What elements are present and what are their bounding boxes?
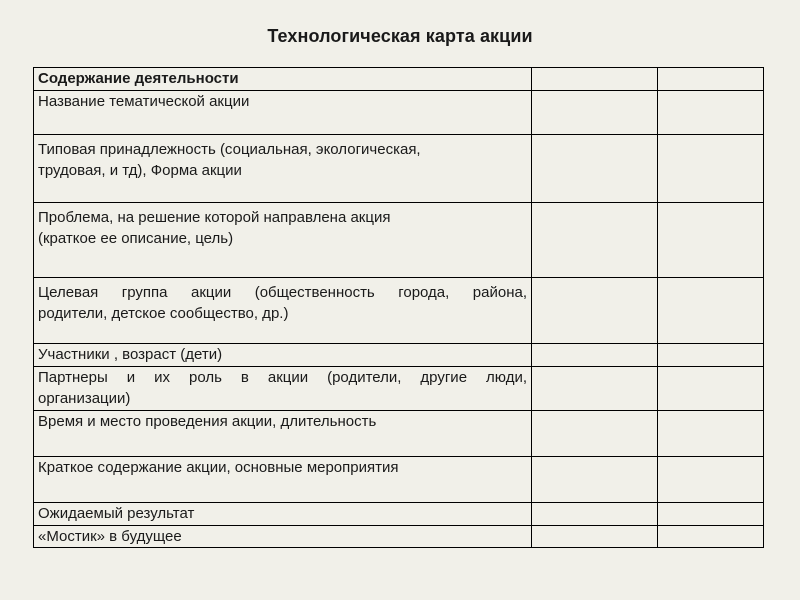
table-row (34, 278, 764, 344)
row-label (34, 526, 532, 548)
row-cell-blank[interactable] (532, 503, 658, 526)
row-label (34, 203, 532, 278)
row-label (34, 344, 532, 367)
row-cell-blank[interactable] (658, 457, 764, 503)
row-cell-blank[interactable] (532, 91, 658, 135)
row-label (34, 91, 532, 135)
row-cell-blank[interactable] (532, 367, 658, 411)
row-label-line: организации) (38, 390, 131, 407)
row-cell-blank[interactable] (658, 344, 764, 367)
table-row (34, 457, 764, 503)
row-cell-blank[interactable] (532, 526, 658, 548)
header-cell-blank[interactable] (532, 68, 658, 91)
table-row (34, 203, 764, 278)
row-label-line: Типовая принадлежность (социальная, экологическая, (38, 141, 421, 158)
row-cell-blank[interactable] (532, 457, 658, 503)
table-row (34, 526, 764, 548)
table-row (34, 91, 764, 135)
row-cell-blank[interactable] (532, 203, 658, 278)
row-cell-blank[interactable] (658, 135, 764, 203)
table-row (34, 411, 764, 457)
row-label-line: Проблема, на решение которой направлена акция (38, 209, 391, 226)
row-label (34, 411, 532, 457)
row-cell-blank[interactable] (658, 203, 764, 278)
row-label-line: трудовая, и тд), Форма акции (38, 162, 242, 179)
row-cell-blank[interactable] (658, 526, 764, 548)
tech-card-table (33, 67, 764, 548)
row-label (34, 135, 532, 203)
table-row (34, 367, 764, 411)
row-cell-blank[interactable] (658, 91, 764, 135)
row-cell-blank[interactable] (658, 367, 764, 411)
row-label (34, 503, 532, 526)
row-label-line: Участники , возраст (дети) (38, 346, 223, 363)
table-row (34, 503, 764, 526)
row-cell-blank[interactable] (532, 278, 658, 344)
row-cell-blank[interactable] (532, 135, 658, 203)
header-cell-blank[interactable] (658, 68, 764, 91)
row-label-line: (краткое ее описание, цель) (38, 230, 234, 247)
row-label (34, 367, 532, 411)
row-cell-blank[interactable] (532, 411, 658, 457)
row-cell-blank[interactable] (532, 344, 658, 367)
page-title: Технологическая карта акции (267, 26, 533, 46)
table-row (34, 135, 764, 203)
row-label-line: «Мостик» в будущее (38, 528, 182, 545)
row-label-line: Название тематической акции (38, 93, 250, 110)
row-label-line: Время и место проведения акции, длительность (38, 413, 377, 430)
row-label-line: родители, детское сообщество, др.) (38, 305, 289, 322)
row-cell-blank[interactable] (658, 278, 764, 344)
row-label-line: Целевая группа акции (общественность города, района, (38, 284, 527, 301)
row-cell-blank[interactable] (658, 411, 764, 457)
row-label (34, 278, 532, 344)
row-label (34, 457, 532, 503)
table-row (34, 344, 764, 367)
header-cell-content: Содержание деятельности (34, 68, 532, 91)
row-label-line: Ожидаемый результат (38, 505, 195, 522)
table-header-row (34, 68, 764, 91)
row-label-line: Краткое содержание акции, основные мероприятия (38, 459, 399, 476)
row-cell-blank[interactable] (658, 503, 764, 526)
row-label-line: Партнеры и их роль в акции (родители, другие люди, (38, 369, 527, 386)
